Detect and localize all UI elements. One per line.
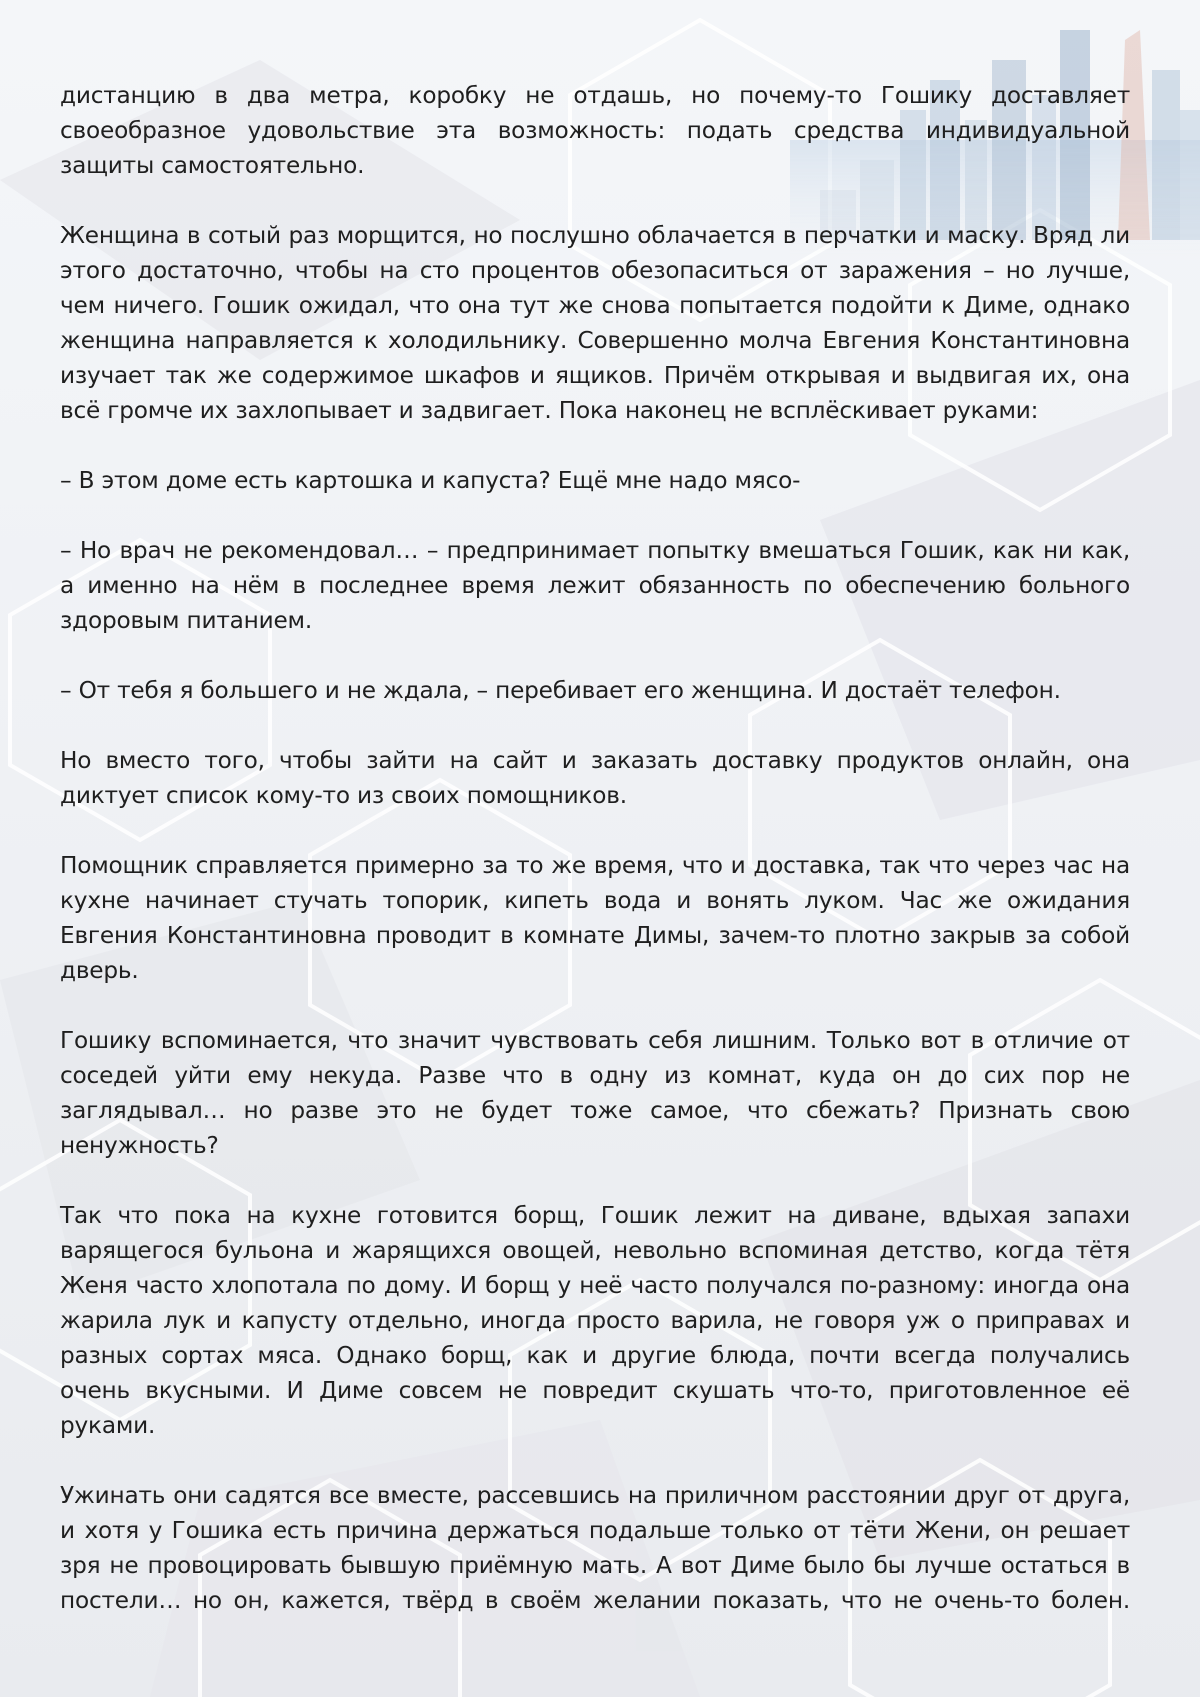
paragraph: – В этом доме есть картошка и капуста? Ещё мне надо мясо- (60, 467, 801, 494)
paragraph: Женщина в сотый раз морщится, но послушно облачается в перчатки и маску. Вряд ли этого достаточно, чтобы на сто процентов обезопаситься от заражения – но лучше, чем ничего. Гошик ожидал, что она тут же снова попытается подойти к Диме, однако женщина направляется к холодильнику. Совершенно молча Евгения Константиновна изучает так же содержимое шкафов и ящиков. Причём открывая и выдвигая их, она всё громче их захлопывает и задвигает. Пока наконец не всплёскивает руками: (60, 222, 1130, 424)
paragraph: дистанцию в два метра, коробку не отдашь, но почему-то Гошику доставляет своеобразное удовольствие эта возможность: подать средства индивидуальной защиты самостоятельно. (60, 82, 1130, 179)
paragraph: Гошику вспоминается, что значит чувствовать себя лишним. Только вот в отличие от соседей уйти ему некуда. Разве что в одну из комнат, куда он до сих пор не заглядывал… но разве это не будет тоже самое, что сбежать? Признать свою ненужность? (60, 1027, 1130, 1159)
story-text (60, 78, 1130, 1618)
paragraph: Так что пока на кухне готовится борщ, Гошик лежит на диване, вдыхая запахи варящегося бульона и жарящихся овощей, невольно вспоминая детство, когда тётя Женя часто хлопотала по дому. И борщ у неё часто получался по-разному: иногда она жарила лук и капусту отдельно, иногда просто варила, не говоря уж о приправах и разных сортах мяса. Однако борщ, как и другие блюда, почти всегда получались очень вкусными. И Диме совсем не повредит скушать что-то, приготовленное её руками. (60, 1202, 1130, 1439)
paragraph: – Но врач не рекомендовал… – предпринимает попытку вмешаться Гошик, как ни как, а именно на нём в последнее время лежит обязанность по обеспечению больного здоровым питанием. (60, 537, 1130, 634)
paragraph: Ужинать они садятся все вместе, рассевшись на приличном расстоянии друг от друга, и хотя у Гошика есть причина держаться подальше только от тёти Жени, он решает зря не провоцировать бывшую приёмную мать. А вот Диме было бы лучше остаться в постели… но он, кажется, твёрд в своём желании показать, что не очень-то болен. (60, 1482, 1130, 1614)
paragraph: – От тебя я большего и не ждала, – перебивает его женщина. И достаёт телефон. (60, 677, 1061, 704)
paragraph: Но вместо того, чтобы зайти на сайт и заказать доставку продуктов онлайн, она диктует список кому-то из своих помощников. (60, 747, 1130, 809)
paragraph: Помощник справляется примерно за то же время, что и доставка, так что через час на кухне начинает стучать топорик, кипеть вода и вонять луком. Час же ожидания Евгения Константиновна проводит в комнате Димы, зачем-то плотно закрыв за собой дверь. (60, 852, 1130, 984)
